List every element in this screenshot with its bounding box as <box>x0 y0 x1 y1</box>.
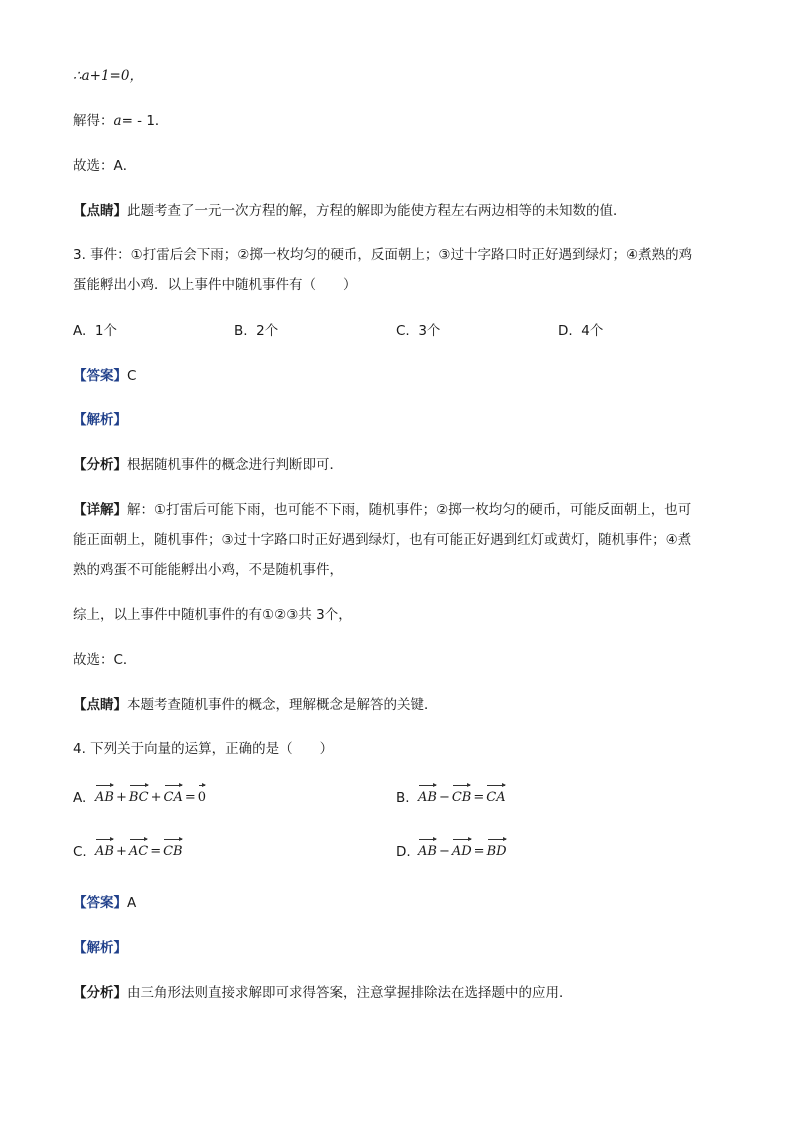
q3-option-c <box>396 321 440 341</box>
vector: AC <box>129 836 148 859</box>
vector: AB <box>418 836 437 859</box>
q3-detail-line1 <box>73 500 691 520</box>
q3-option-d <box>558 321 603 341</box>
operator: + <box>115 844 127 859</box>
option-label: D. <box>396 844 411 860</box>
q3-answer-line <box>73 366 136 386</box>
operator: − <box>438 790 450 805</box>
analysis-text: 由三角形法则直接求解即可求得答案，注意掌握排除法在选择题中的应用． <box>127 985 573 1001</box>
choice-line <box>73 156 136 176</box>
analysis-tag2: 【分析】 <box>73 985 127 1001</box>
comment-tag: 【点睛】 <box>73 203 127 219</box>
q4-analysis-heading <box>73 938 127 958</box>
q3-comment-line <box>73 695 438 715</box>
solution-prefix: 解得： <box>73 113 114 129</box>
q3-analysis-line <box>73 455 343 475</box>
option-text: 2个 <box>256 323 279 339</box>
answer-tag: 【答案】 <box>73 895 127 911</box>
vector-expression <box>95 836 183 859</box>
vector: AB <box>95 836 114 859</box>
option-label: A. <box>73 790 87 806</box>
q3-option-b <box>234 321 278 341</box>
option-label: D. <box>558 323 573 339</box>
q4-stem-line <box>73 739 333 759</box>
vector: CA <box>164 782 183 805</box>
answer-tag: 【答案】 <box>73 368 127 384</box>
option-text: 3个 <box>418 323 441 339</box>
vector: CA <box>486 782 505 805</box>
detail-text2: 能正面朝上，随机事件；③过十字路口时正好遇到绿灯，也有可能正好遇到红灯或黄灯，随机事件；④煮 <box>73 532 692 548</box>
q3-detail-line2 <box>73 530 691 550</box>
option-label: B. <box>396 790 410 806</box>
summary-text: 综上，以上事件中随机事件的有①②③共 3个， <box>73 607 352 623</box>
vector-expression <box>418 836 507 859</box>
solution-value: = - 1． <box>121 113 169 129</box>
operator: = <box>150 844 162 859</box>
solution-variable: a <box>113 113 122 129</box>
analysis-tag: 【解析】 <box>73 940 127 956</box>
answer-value: C <box>127 368 137 384</box>
vector: AB <box>95 782 114 805</box>
q3-stem-text2: 蛋能孵出小鸡．以上事件中随机事件有（ ） <box>73 277 357 293</box>
solution-line <box>73 111 168 131</box>
q3-stem-line1 <box>73 245 692 265</box>
detail-tag: 【详解】 <box>73 502 127 518</box>
option-label: C. <box>73 844 87 860</box>
option-text: 4个 <box>581 323 604 339</box>
vector: CB <box>452 782 472 805</box>
option-label: B. <box>234 323 248 339</box>
option-text: 1个 <box>94 323 117 339</box>
q3-option-a <box>73 321 117 341</box>
vector: AB <box>418 782 437 805</box>
vector-expression <box>95 782 206 805</box>
vector: CB <box>163 836 183 859</box>
vector: BC <box>129 782 149 805</box>
q3-analysis-heading <box>73 410 127 430</box>
vector: AD <box>452 836 472 859</box>
operator: = <box>184 790 196 805</box>
operator: + <box>150 790 162 805</box>
q4-analysis-line <box>73 983 573 1003</box>
operator: = <box>473 790 485 805</box>
zero-vector: 0 <box>198 782 206 805</box>
q3-summary-line <box>73 605 352 625</box>
q3-detail-line3 <box>73 560 343 580</box>
detail-text1: 解：①打雷后可能下雨，也可能不下雨，随机事件；②掷一枚均匀的硬币，可能反面朝上，也可 <box>127 502 692 518</box>
comment-tag: 【点睛】 <box>73 697 127 713</box>
q4-stem-text: 4. 下列关于向量的运算，正确的是（ ） <box>73 741 334 757</box>
analysis-tag: 【解析】 <box>73 412 127 428</box>
answer-value: A <box>127 895 137 911</box>
equation-line <box>73 66 143 86</box>
comment-text: 本题考查随机事件的概念，理解概念是解答的关键． <box>127 697 438 713</box>
equation-text: ∴a+1=0， <box>73 68 143 84</box>
analysis-text: 根据随机事件的概念进行判断即可． <box>127 457 343 473</box>
comment-line <box>73 201 627 221</box>
operator: + <box>115 790 127 805</box>
operator: = <box>473 844 485 859</box>
analysis-tag2: 【分析】 <box>73 457 127 473</box>
vector-expression <box>418 782 506 805</box>
operator: − <box>438 844 450 859</box>
q3-choice-line <box>73 650 136 670</box>
detail-text3: 熟的鸡蛋不可能能孵出小鸡，不是随机事件， <box>73 562 343 578</box>
option-label: A. <box>73 323 87 339</box>
vector: BD <box>487 836 507 859</box>
choice-text: 故选：C． <box>73 652 137 668</box>
option-label: C. <box>396 323 410 339</box>
q3-stem-text1: 3. 事件：①打雷后会下雨；②掷一枚均匀的硬币，反面朝上；③过十字路口时正好遇到绿灯；④煮熟的鸡 <box>73 247 693 263</box>
choice-text: 故选：A． <box>73 158 137 174</box>
q4-answer-line <box>73 893 136 913</box>
comment-text: 此题考查了一元一次方程的解，方程的解即为能使方程左右两边相等的未知数的值． <box>127 203 627 219</box>
q3-stem-line2 <box>73 275 357 295</box>
